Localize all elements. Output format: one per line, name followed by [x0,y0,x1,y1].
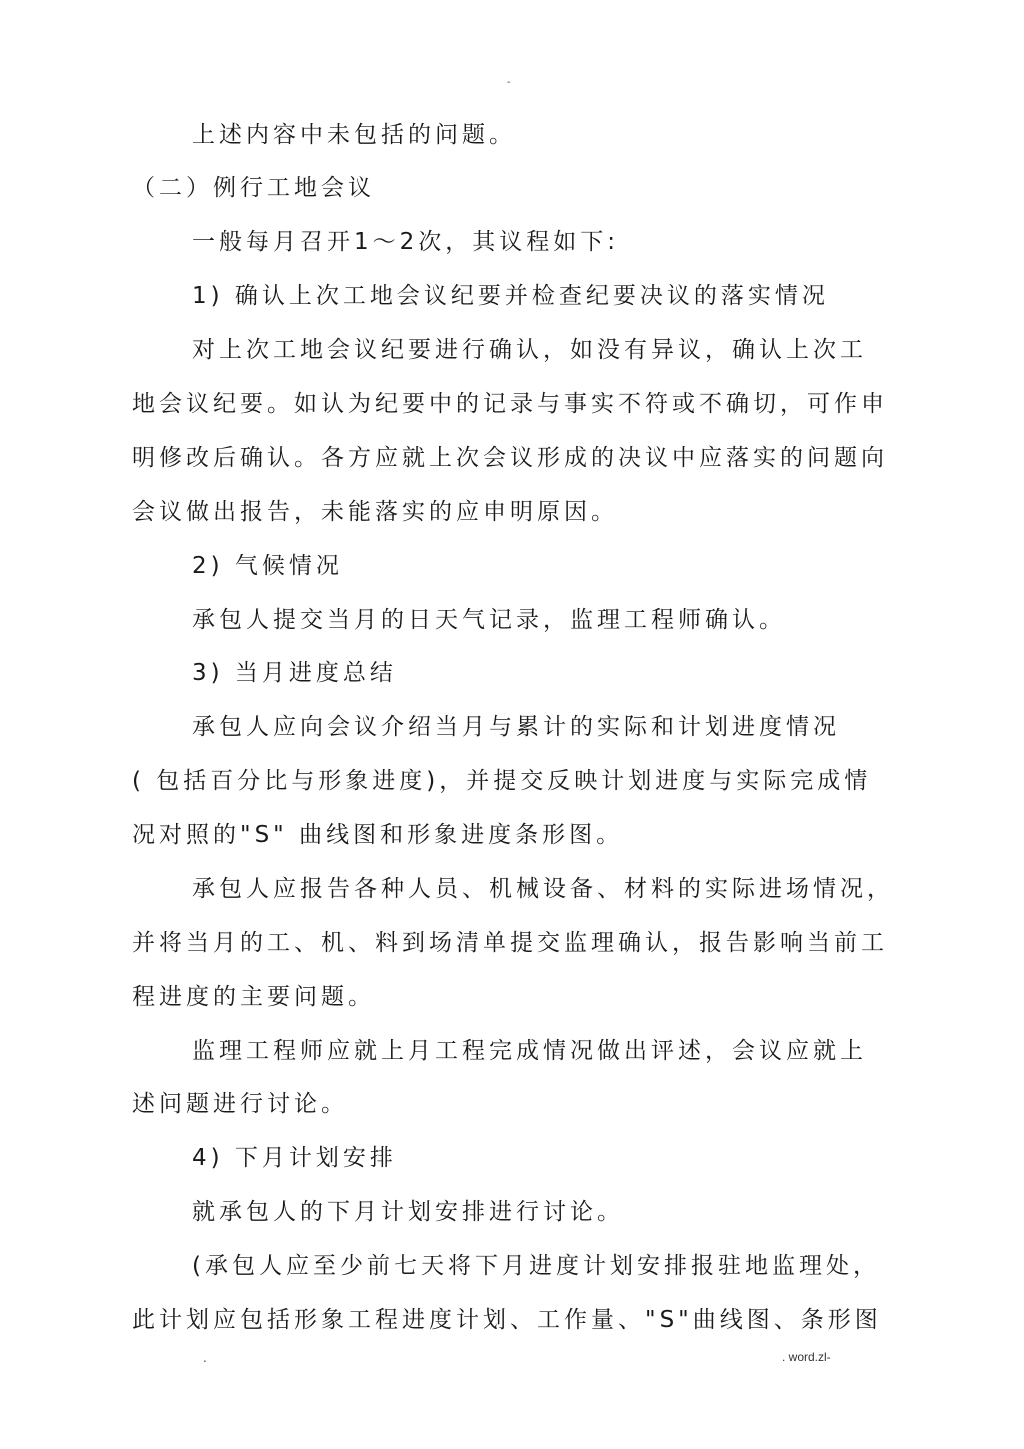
list-item-heading: 1) 确认上次工地会议纪要并检查纪要决议的落实情况 [192,283,829,309]
paragraph-line: 会议做出报告，未能落实的应申明原因。 [132,499,618,525]
paragraph-line: 承包人提交当月的日天气记录，监理工程师确认。 [192,607,786,633]
footer-text: . word.zl- [782,1350,831,1364]
paragraph-line: 承包人应向会议介绍当月与累计的实际和计划进度情况 [192,714,840,740]
paragraph-line: 对上次工地会议纪要进行确认，如没有异议，确认上次工 [192,337,867,363]
paragraph-line: (承包人应至少前七天将下月进度计划安排报驻地监理处， [192,1253,880,1279]
paragraph-line: 一般每月召开1～2次，其议程如下: [192,229,620,255]
paragraph-line: 并将当月的工、机、料到场清单提交监理确认，报告影响当前工 [132,930,888,956]
paragraph-line: 监理工程师应就上月工程完成情况做出评述，会议应就上 [192,1038,867,1064]
list-item-heading: 4) 下月计划安排 [192,1145,397,1171]
header-mark: - [507,77,511,88]
paragraph-line: 述问题进行讨论。 [132,1091,348,1117]
paragraph-line: 承包人应报告各种人员、机械设备、材料的实际进场情况， [192,876,894,902]
paragraph-line: 此计划应包括形象工程进度计划、工作量、"S"曲线图、条形图 [132,1307,882,1333]
paragraph-line: 程进度的主要问题。 [132,984,375,1010]
paragraph-line: 地会议纪要。如认为纪要中的记录与事实不符或不确切，可作申 [132,391,888,417]
paragraph-line: 明修改后确认。各方应就上次会议形成的决议中应落实的问题向 [132,445,888,471]
paragraph-line: 况对照的"S" 曲线图和形象进度条形图。 [132,822,624,848]
list-item-heading: 2) 气候情况 [192,553,343,579]
section-heading: （二）例行工地会议 [132,175,375,201]
paragraph-line: 上述内容中未包括的问题。 [192,122,516,148]
list-item-heading: 3) 当月进度总结 [192,660,397,686]
paragraph-line: ( 包括百分比与形象进度)，并提交反映计划进度与实际完成情 [132,768,872,794]
footer-dot: . [203,1351,207,1365]
paragraph-line: 就承包人的下月计划安排进行讨论。 [192,1199,624,1225]
